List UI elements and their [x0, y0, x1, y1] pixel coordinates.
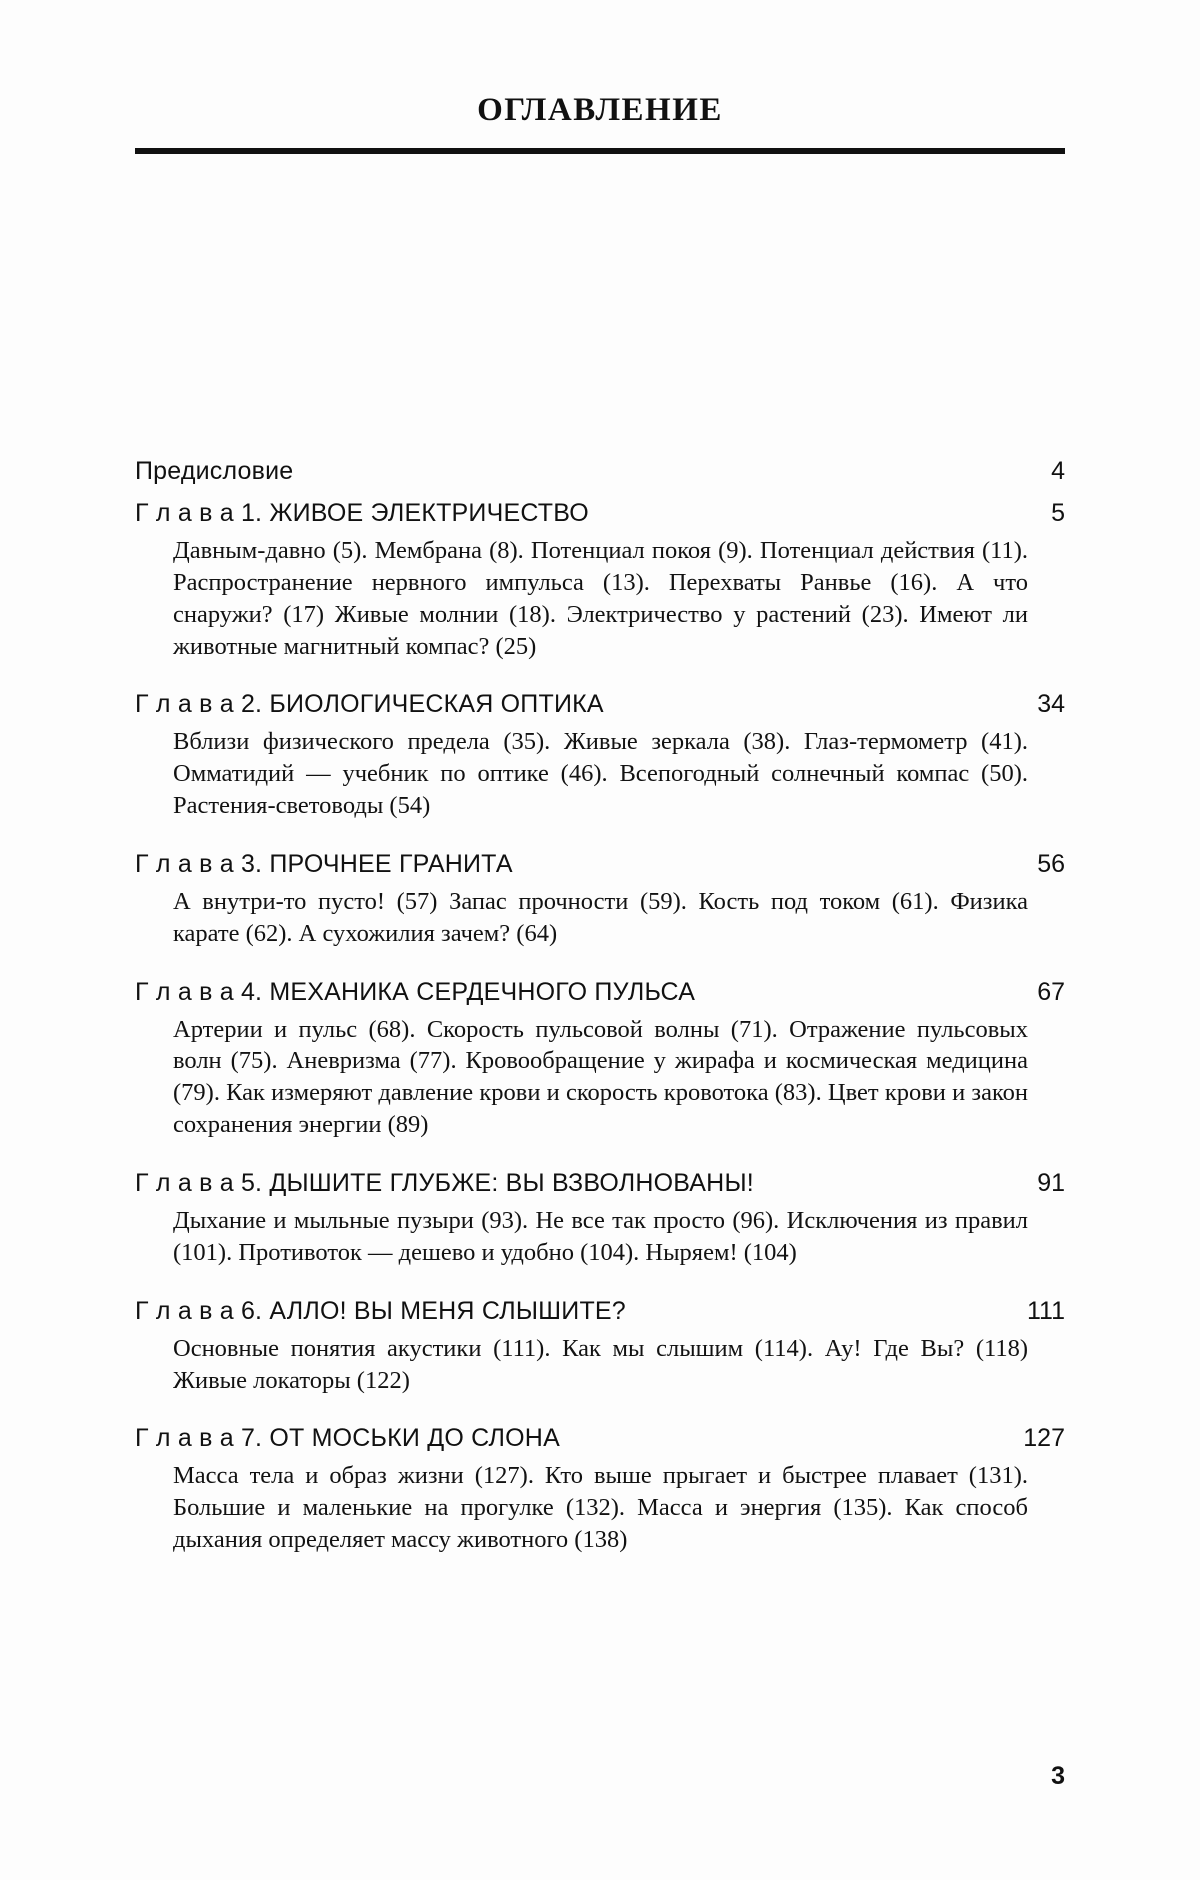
toc-entry-head[interactable] — [135, 976, 1065, 1008]
toc-entry-page: 5 — [1051, 499, 1065, 527]
toc-entry-label: Г л а в а 4. МЕХАНИКА СЕРДЕЧНОГО ПУЛЬСА — [135, 977, 696, 1006]
toc-entry-head[interactable] — [135, 848, 1065, 880]
toc-entry-page: 4 — [1051, 457, 1065, 485]
toc-entry-contents: Масса тела и образ жизни (127). Кто выше прыгает и быстрее плавает (131). Большие и маленькие на прогулке (132). Масса и энергия (135). Как способ дыхания определяет массу животного (138) — [173, 1462, 1028, 1554]
toc-entry — [135, 1295, 1065, 1397]
toc-entry-head[interactable] — [135, 1422, 1065, 1454]
toc-entry-contents: Основные понятия акустики (111). Как мы слышим (114). Ау! Где Вы? (118) Живые локаторы (122) — [173, 1334, 1028, 1394]
toc-entry — [135, 976, 1065, 1141]
title-divider — [135, 148, 1065, 154]
toc-entry-contents: Артерии и пульс (68). Скорость пульсовой волны (71). Отражение пульсовых волн (75). Аневризма (77). Кровообращение у жирафа и космическая медицина (79). Как измеряют давление крови и скорость кровотока (83). Цвет крови и закон сохранения энергии (89) — [173, 1015, 1028, 1139]
table-of-contents — [135, 455, 1065, 1556]
toc-entry-label: Г л а в а 3. ПРОЧНЕЕ ГРАНИТА — [135, 849, 513, 878]
toc-entry-head[interactable] — [135, 688, 1065, 720]
toc-entry-label: Предисловие — [135, 457, 294, 485]
toc-entry-head[interactable] — [135, 1167, 1065, 1199]
toc-entry-label: Г л а в а 1. ЖИВОЕ ЭЛЕКТРИЧЕСТВО — [135, 499, 589, 527]
toc-entry-head[interactable] — [135, 455, 1065, 487]
toc-entry-page: 91 — [1037, 1168, 1065, 1197]
toc-entry — [135, 848, 1065, 950]
toc-entry-page: 111 — [1026, 1296, 1065, 1325]
toc-entry — [135, 1422, 1065, 1556]
toc-entry-page: 67 — [1037, 977, 1065, 1006]
toc-entry — [135, 688, 1065, 822]
toc-entry-label: Г л а в а 6. АЛЛО! ВЫ МЕНЯ СЛЫШИТЕ? — [135, 1296, 626, 1325]
page-title: ОГЛАВЛЕНИЕ — [477, 92, 723, 128]
toc-entry — [135, 1167, 1065, 1269]
toc-entry-contents: Вблизи физического предела (35). Живые зеркала (38). Глаз-термометр (41). Омматидий — учебник по оптике (46). Всепогодный солнечный компас (50). Растения-световоды (54) — [173, 728, 1028, 820]
toc-entry-contents: А внутри-то пусто! (57) Запас прочности (59). Кость под током (61). Физика карате (62). А сухожилия зачем? (64) — [173, 887, 1028, 947]
toc-entry-contents: Дыхание и мыльные пузыри (93). Не все так просто (96). Исключения из правил (101). Противоток — дешево и удобно (104). Ныряем! (104) — [173, 1206, 1028, 1266]
toc-entry-page: 34 — [1037, 690, 1065, 719]
toc-entry — [135, 497, 1065, 662]
toc-entry-page: 56 — [1037, 849, 1065, 878]
toc-entry-page: 127 — [1023, 1424, 1065, 1453]
toc-entry-label: Г л а в а 2. БИОЛОГИЧЕСКАЯ ОПТИКА — [135, 690, 604, 719]
toc-entry-contents: Давным-давно (5). Мембрана (8). Потенциал покоя (9). Потенциал действия (11). Распространение нервного импульса (13). Перехваты Ранвье (16). А что снаружи? (17) Живые молнии (18). Электричество у растений (23). Имеют ли животные магнитный компас? (25) — [173, 537, 1028, 660]
toc-entry-head[interactable] — [135, 1295, 1065, 1327]
toc-entry-label: Г л а в а 7. ОТ МОСЬКИ ДО СЛОНА — [135, 1424, 560, 1453]
page-folio: 3 — [1051, 1762, 1065, 1790]
toc-entry — [135, 455, 1065, 487]
toc-entry-head[interactable] — [135, 497, 1065, 529]
toc-entry-label: Г л а в а 5. ДЫШИТЕ ГЛУБЖЕ: ВЫ ВЗВОЛНОВАНЫ! — [135, 1168, 754, 1197]
